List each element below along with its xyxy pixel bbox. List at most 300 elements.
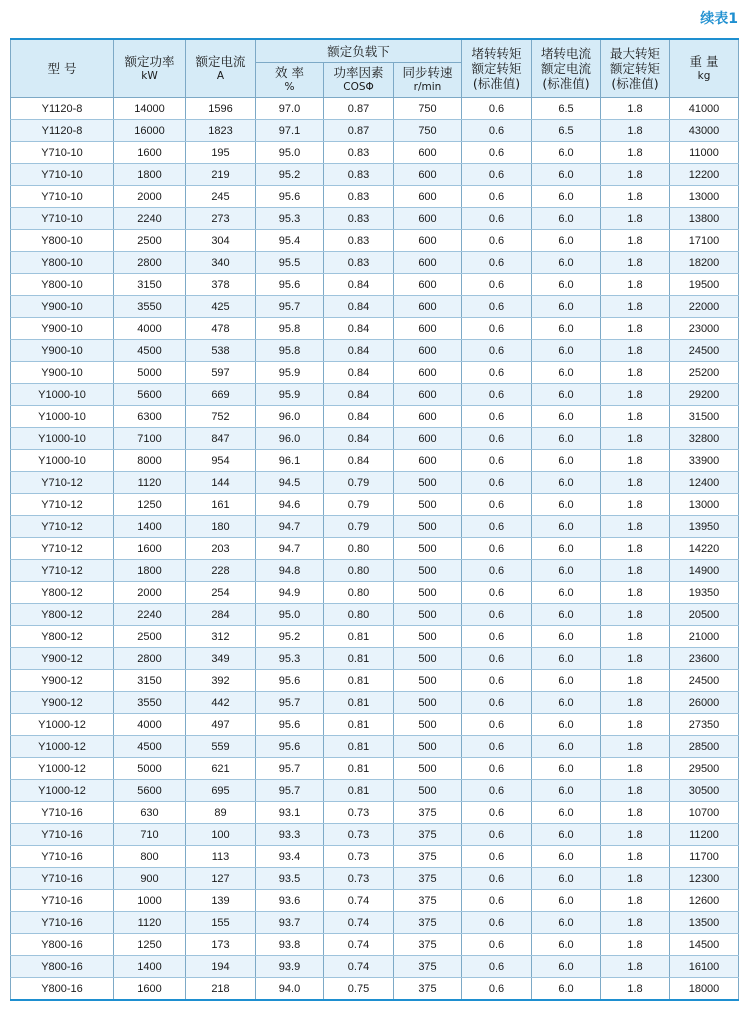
cell-efficiency: 93.7 [256,912,324,934]
cell-efficiency: 95.0 [256,604,324,626]
cell-power-factor: 0.80 [324,604,394,626]
cell-power-factor: 0.83 [324,164,394,186]
cell-locked-current: 6.0 [532,472,601,494]
cell-max-torque: 1.8 [601,824,670,846]
cell-power-factor: 0.84 [324,274,394,296]
table-row [11,846,739,868]
cell-max-torque: 1.8 [601,516,670,538]
cell-power-factor: 0.74 [324,934,394,956]
cell-max-torque: 1.8 [601,98,670,120]
cell-max-torque: 1.8 [601,560,670,582]
cell-locked-current: 6.0 [532,340,601,362]
cell-current: 497 [186,714,256,736]
cell-max-torque: 1.8 [601,780,670,802]
cell-weight: 12600 [670,890,739,912]
cell-locked-torque: 0.6 [462,142,532,164]
cell-power: 1800 [114,164,186,186]
table-row [11,670,739,692]
table-row [11,120,739,142]
cell-model: Y1000-10 [11,428,114,450]
header-rated-current [186,39,256,98]
cell-power-factor: 0.73 [324,868,394,890]
cell-power-factor: 0.73 [324,802,394,824]
cell-weight: 25200 [670,362,739,384]
header-locked-current-line3: (标准值) [542,76,590,91]
cell-efficiency: 94.7 [256,538,324,560]
cell-speed: 375 [394,890,462,912]
cell-weight: 19500 [670,274,739,296]
cell-power-factor: 0.80 [324,582,394,604]
cell-locked-torque: 0.6 [462,758,532,780]
cell-speed: 500 [394,494,462,516]
cell-power: 14000 [114,98,186,120]
cell-power-factor: 0.83 [324,230,394,252]
cell-locked-current: 6.0 [532,978,601,1001]
cell-weight: 12400 [670,472,739,494]
cell-locked-torque: 0.6 [462,956,532,978]
cell-locked-torque: 0.6 [462,318,532,340]
table-row [11,604,739,626]
cell-model: Y900-10 [11,318,114,340]
cell-locked-current: 6.0 [532,384,601,406]
cell-power: 4000 [114,318,186,340]
cell-efficiency: 96.0 [256,406,324,428]
header-model: 型 号 [11,39,114,98]
cell-weight: 18200 [670,252,739,274]
cell-locked-torque: 0.6 [462,604,532,626]
cell-efficiency: 95.6 [256,670,324,692]
cell-efficiency: 95.9 [256,384,324,406]
cell-efficiency: 94.7 [256,516,324,538]
cell-power: 1120 [114,472,186,494]
cell-locked-torque: 0.6 [462,560,532,582]
cell-locked-torque: 0.6 [462,868,532,890]
cell-weight: 26000 [670,692,739,714]
header-power-factor-unit: COSΦ [343,81,374,93]
table-row [11,472,739,494]
cell-efficiency: 96.0 [256,428,324,450]
cell-locked-torque: 0.6 [462,912,532,934]
cell-locked-current: 6.0 [532,692,601,714]
cell-power: 3150 [114,274,186,296]
cell-model: Y710-16 [11,912,114,934]
cell-speed: 500 [394,560,462,582]
cell-locked-current: 6.0 [532,252,601,274]
table-body [11,98,739,1001]
cell-current: 695 [186,780,256,802]
cell-speed: 375 [394,846,462,868]
table-row [11,802,739,824]
cell-model: Y800-12 [11,626,114,648]
header-weight-unit: kg [697,69,711,82]
cell-locked-torque: 0.6 [462,802,532,824]
header-rated-current-unit: A [216,69,225,82]
table-row [11,978,739,1001]
table-row [11,296,739,318]
cell-max-torque: 1.8 [601,406,670,428]
cell-model: Y900-10 [11,362,114,384]
cell-locked-current: 6.0 [532,164,601,186]
cell-max-torque: 1.8 [601,692,670,714]
cell-power-factor: 0.73 [324,824,394,846]
cell-efficiency: 93.6 [256,890,324,912]
header-efficiency [256,63,324,98]
table-row [11,450,739,472]
table-row [11,164,739,186]
cell-efficiency: 95.6 [256,736,324,758]
table-header [11,39,739,98]
table-row [11,186,739,208]
cell-locked-current: 6.0 [532,208,601,230]
cell-locked-torque: 0.6 [462,714,532,736]
cell-efficiency: 95.4 [256,230,324,252]
cell-model: Y1120-8 [11,120,114,142]
cell-max-torque: 1.8 [601,494,670,516]
cell-current: 752 [186,406,256,428]
cell-max-torque: 1.8 [601,582,670,604]
cell-weight: 12200 [670,164,739,186]
cell-weight: 22000 [670,296,739,318]
cell-locked-current: 6.0 [532,296,601,318]
cell-efficiency: 95.0 [256,142,324,164]
table-row [11,274,739,296]
cell-current: 340 [186,252,256,274]
cell-max-torque: 1.8 [601,186,670,208]
cell-speed: 500 [394,758,462,780]
cell-model: Y1000-10 [11,384,114,406]
header-max-torque-line2: 额定转矩 [609,61,660,76]
cell-locked-torque: 0.6 [462,120,532,142]
cell-model: Y710-16 [11,868,114,890]
cell-model: Y1000-10 [11,406,114,428]
cell-efficiency: 95.8 [256,340,324,362]
cell-speed: 500 [394,472,462,494]
cell-speed: 500 [394,604,462,626]
cell-speed: 600 [394,230,462,252]
cell-efficiency: 94.8 [256,560,324,582]
cell-max-torque: 1.8 [601,736,670,758]
cell-speed: 375 [394,956,462,978]
table-row [11,912,739,934]
cell-speed: 600 [394,450,462,472]
cell-speed: 500 [394,626,462,648]
cell-speed: 500 [394,516,462,538]
cell-power-factor: 0.84 [324,296,394,318]
cell-power-factor: 0.73 [324,846,394,868]
cell-locked-current: 6.0 [532,934,601,956]
header-rated-load-group: 额定负载下 [256,39,462,63]
cell-max-torque: 1.8 [601,318,670,340]
cell-power: 2000 [114,186,186,208]
header-rated-current-label: 额定电流 [195,53,246,69]
cell-power-factor: 0.84 [324,362,394,384]
cell-locked-current: 6.0 [532,516,601,538]
cell-locked-torque: 0.6 [462,252,532,274]
cell-current: 89 [186,802,256,824]
cell-max-torque: 1.8 [601,340,670,362]
table-row [11,516,739,538]
cell-weight: 29200 [670,384,739,406]
cell-max-torque: 1.8 [601,670,670,692]
table-row [11,428,739,450]
table-row [11,362,739,384]
cell-weight: 31500 [670,406,739,428]
cell-speed: 500 [394,582,462,604]
cell-weight: 41000 [670,98,739,120]
table-row [11,340,739,362]
cell-power: 4500 [114,340,186,362]
cell-weight: 33900 [670,450,739,472]
cell-power: 2240 [114,604,186,626]
cell-current: 621 [186,758,256,780]
cell-current: 847 [186,428,256,450]
cell-power: 800 [114,846,186,868]
cell-current: 478 [186,318,256,340]
cell-power: 1400 [114,956,186,978]
cell-locked-torque: 0.6 [462,208,532,230]
cell-max-torque: 1.8 [601,626,670,648]
cell-efficiency: 94.5 [256,472,324,494]
cell-current: 312 [186,626,256,648]
cell-speed: 375 [394,868,462,890]
cell-weight: 18000 [670,978,739,1001]
cell-power-factor: 0.84 [324,340,394,362]
cell-max-torque: 1.8 [601,274,670,296]
cell-power: 3550 [114,296,186,318]
cell-weight: 20500 [670,604,739,626]
cell-max-torque: 1.8 [601,604,670,626]
cell-power: 4500 [114,736,186,758]
cell-speed: 375 [394,824,462,846]
cell-locked-current: 6.0 [532,956,601,978]
cell-efficiency: 95.6 [256,186,324,208]
cell-speed: 375 [394,802,462,824]
cell-max-torque: 1.8 [601,472,670,494]
table-row [11,582,739,604]
cell-max-torque: 1.8 [601,934,670,956]
cell-weight: 29500 [670,758,739,780]
cell-speed: 600 [394,362,462,384]
cell-weight: 27350 [670,714,739,736]
cell-efficiency: 94.0 [256,978,324,1001]
cell-locked-torque: 0.6 [462,538,532,560]
table-row [11,98,739,120]
cell-model: Y710-16 [11,802,114,824]
cell-model: Y800-16 [11,934,114,956]
cell-max-torque: 1.8 [601,956,670,978]
cell-power-factor: 0.81 [324,736,394,758]
cell-power-factor: 0.80 [324,538,394,560]
cell-model: Y900-12 [11,670,114,692]
cell-max-torque: 1.8 [601,802,670,824]
cell-power: 1600 [114,142,186,164]
cell-weight: 28500 [670,736,739,758]
cell-current: 597 [186,362,256,384]
cell-current: 144 [186,472,256,494]
table-row [11,758,739,780]
cell-model: Y710-12 [11,560,114,582]
cell-speed: 600 [394,208,462,230]
cell-efficiency: 95.3 [256,208,324,230]
cell-locked-current: 6.0 [532,538,601,560]
cell-locked-torque: 0.6 [462,472,532,494]
cell-speed: 500 [394,736,462,758]
cell-weight: 19350 [670,582,739,604]
cell-model: Y710-10 [11,208,114,230]
cell-speed: 600 [394,318,462,340]
cell-locked-torque: 0.6 [462,340,532,362]
cell-locked-current: 6.0 [532,560,601,582]
cell-power: 1600 [114,538,186,560]
cell-power: 7100 [114,428,186,450]
cell-speed: 500 [394,670,462,692]
header-efficiency-label: 效 率 [275,65,304,80]
header-weight-label: 重 量 [689,53,719,69]
cell-current: 228 [186,560,256,582]
cell-power: 2500 [114,230,186,252]
cell-locked-torque: 0.6 [462,296,532,318]
cell-power-factor: 0.83 [324,142,394,164]
cell-max-torque: 1.8 [601,362,670,384]
cell-power-factor: 0.84 [324,318,394,340]
cell-speed: 375 [394,912,462,934]
cell-speed: 500 [394,714,462,736]
cell-model: Y1000-12 [11,758,114,780]
table-row [11,934,739,956]
cell-max-torque: 1.8 [601,846,670,868]
cell-model: Y710-16 [11,824,114,846]
cell-locked-torque: 0.6 [462,428,532,450]
cell-current: 254 [186,582,256,604]
cell-power-factor: 0.81 [324,780,394,802]
cell-weight: 23000 [670,318,739,340]
table-row [11,736,739,758]
cell-locked-current: 6.0 [532,604,601,626]
cell-model: Y800-10 [11,252,114,274]
cell-model: Y710-10 [11,142,114,164]
cell-locked-current: 6.0 [532,714,601,736]
cell-model: Y710-12 [11,516,114,538]
cell-current: 425 [186,296,256,318]
table-row [11,780,739,802]
cell-power: 1600 [114,978,186,1001]
cell-max-torque: 1.8 [601,208,670,230]
cell-locked-torque: 0.6 [462,846,532,868]
cell-weight: 14500 [670,934,739,956]
table-row [11,692,739,714]
cell-power: 3550 [114,692,186,714]
table-row [11,406,739,428]
cell-power-factor: 0.84 [324,450,394,472]
cell-power-factor: 0.84 [324,428,394,450]
cell-max-torque: 1.8 [601,252,670,274]
cell-speed: 375 [394,934,462,956]
header-sync-speed [394,63,462,98]
cell-power-factor: 0.83 [324,252,394,274]
header-locked-current-line1: 堵转电流 [540,46,591,61]
cell-locked-torque: 0.6 [462,186,532,208]
cell-power: 2800 [114,648,186,670]
cell-locked-torque: 0.6 [462,978,532,1001]
cell-weight: 13000 [670,494,739,516]
cell-power: 2500 [114,626,186,648]
cell-power: 2000 [114,582,186,604]
cell-model: Y800-10 [11,274,114,296]
cell-current: 304 [186,230,256,252]
cell-power: 1400 [114,516,186,538]
table-caption: 续表1 [700,11,738,27]
cell-current: 100 [186,824,256,846]
cell-power-factor: 0.87 [324,98,394,120]
cell-max-torque: 1.8 [601,890,670,912]
cell-power: 4000 [114,714,186,736]
cell-max-torque: 1.8 [601,978,670,1001]
cell-locked-current: 6.5 [532,120,601,142]
cell-power: 710 [114,824,186,846]
header-efficiency-unit: % [284,81,295,93]
cell-locked-current: 6.0 [532,318,601,340]
cell-power-factor: 0.83 [324,208,394,230]
cell-speed: 600 [394,340,462,362]
cell-speed: 375 [394,978,462,1001]
cell-locked-torque: 0.6 [462,626,532,648]
cell-max-torque: 1.8 [601,868,670,890]
cell-power: 2240 [114,208,186,230]
header-rated-power [114,39,186,98]
cell-current: 180 [186,516,256,538]
cell-speed: 600 [394,428,462,450]
cell-current: 127 [186,868,256,890]
cell-locked-current: 6.0 [532,912,601,934]
cell-locked-current: 6.0 [532,230,601,252]
cell-power: 8000 [114,450,186,472]
cell-weight: 11000 [670,142,739,164]
cell-power-factor: 0.79 [324,472,394,494]
cell-locked-current: 6.0 [532,758,601,780]
cell-locked-torque: 0.6 [462,362,532,384]
cell-power: 5000 [114,362,186,384]
cell-model: Y800-16 [11,956,114,978]
cell-locked-torque: 0.6 [462,230,532,252]
cell-max-torque: 1.8 [601,142,670,164]
cell-current: 161 [186,494,256,516]
header-rated-power-unit: kW [141,69,158,82]
cell-locked-torque: 0.6 [462,98,532,120]
cell-model: Y900-12 [11,648,114,670]
cell-max-torque: 1.8 [601,912,670,934]
table-row [11,560,739,582]
cell-weight: 30500 [670,780,739,802]
cell-weight: 16100 [670,956,739,978]
cell-locked-current: 6.0 [532,802,601,824]
cell-model: Y710-12 [11,472,114,494]
cell-max-torque: 1.8 [601,648,670,670]
cell-speed: 600 [394,142,462,164]
cell-locked-current: 6.0 [532,868,601,890]
cell-locked-current: 6.0 [532,406,601,428]
cell-locked-torque: 0.6 [462,164,532,186]
cell-locked-torque: 0.6 [462,274,532,296]
cell-current: 194 [186,956,256,978]
cell-efficiency: 97.0 [256,98,324,120]
cell-efficiency: 95.2 [256,164,324,186]
cell-model: Y900-10 [11,296,114,318]
cell-efficiency: 96.1 [256,450,324,472]
cell-locked-torque: 0.6 [462,670,532,692]
cell-weight: 32800 [670,428,739,450]
header-locked-torque-line3: (标准值) [472,76,521,91]
cell-power-factor: 0.81 [324,714,394,736]
